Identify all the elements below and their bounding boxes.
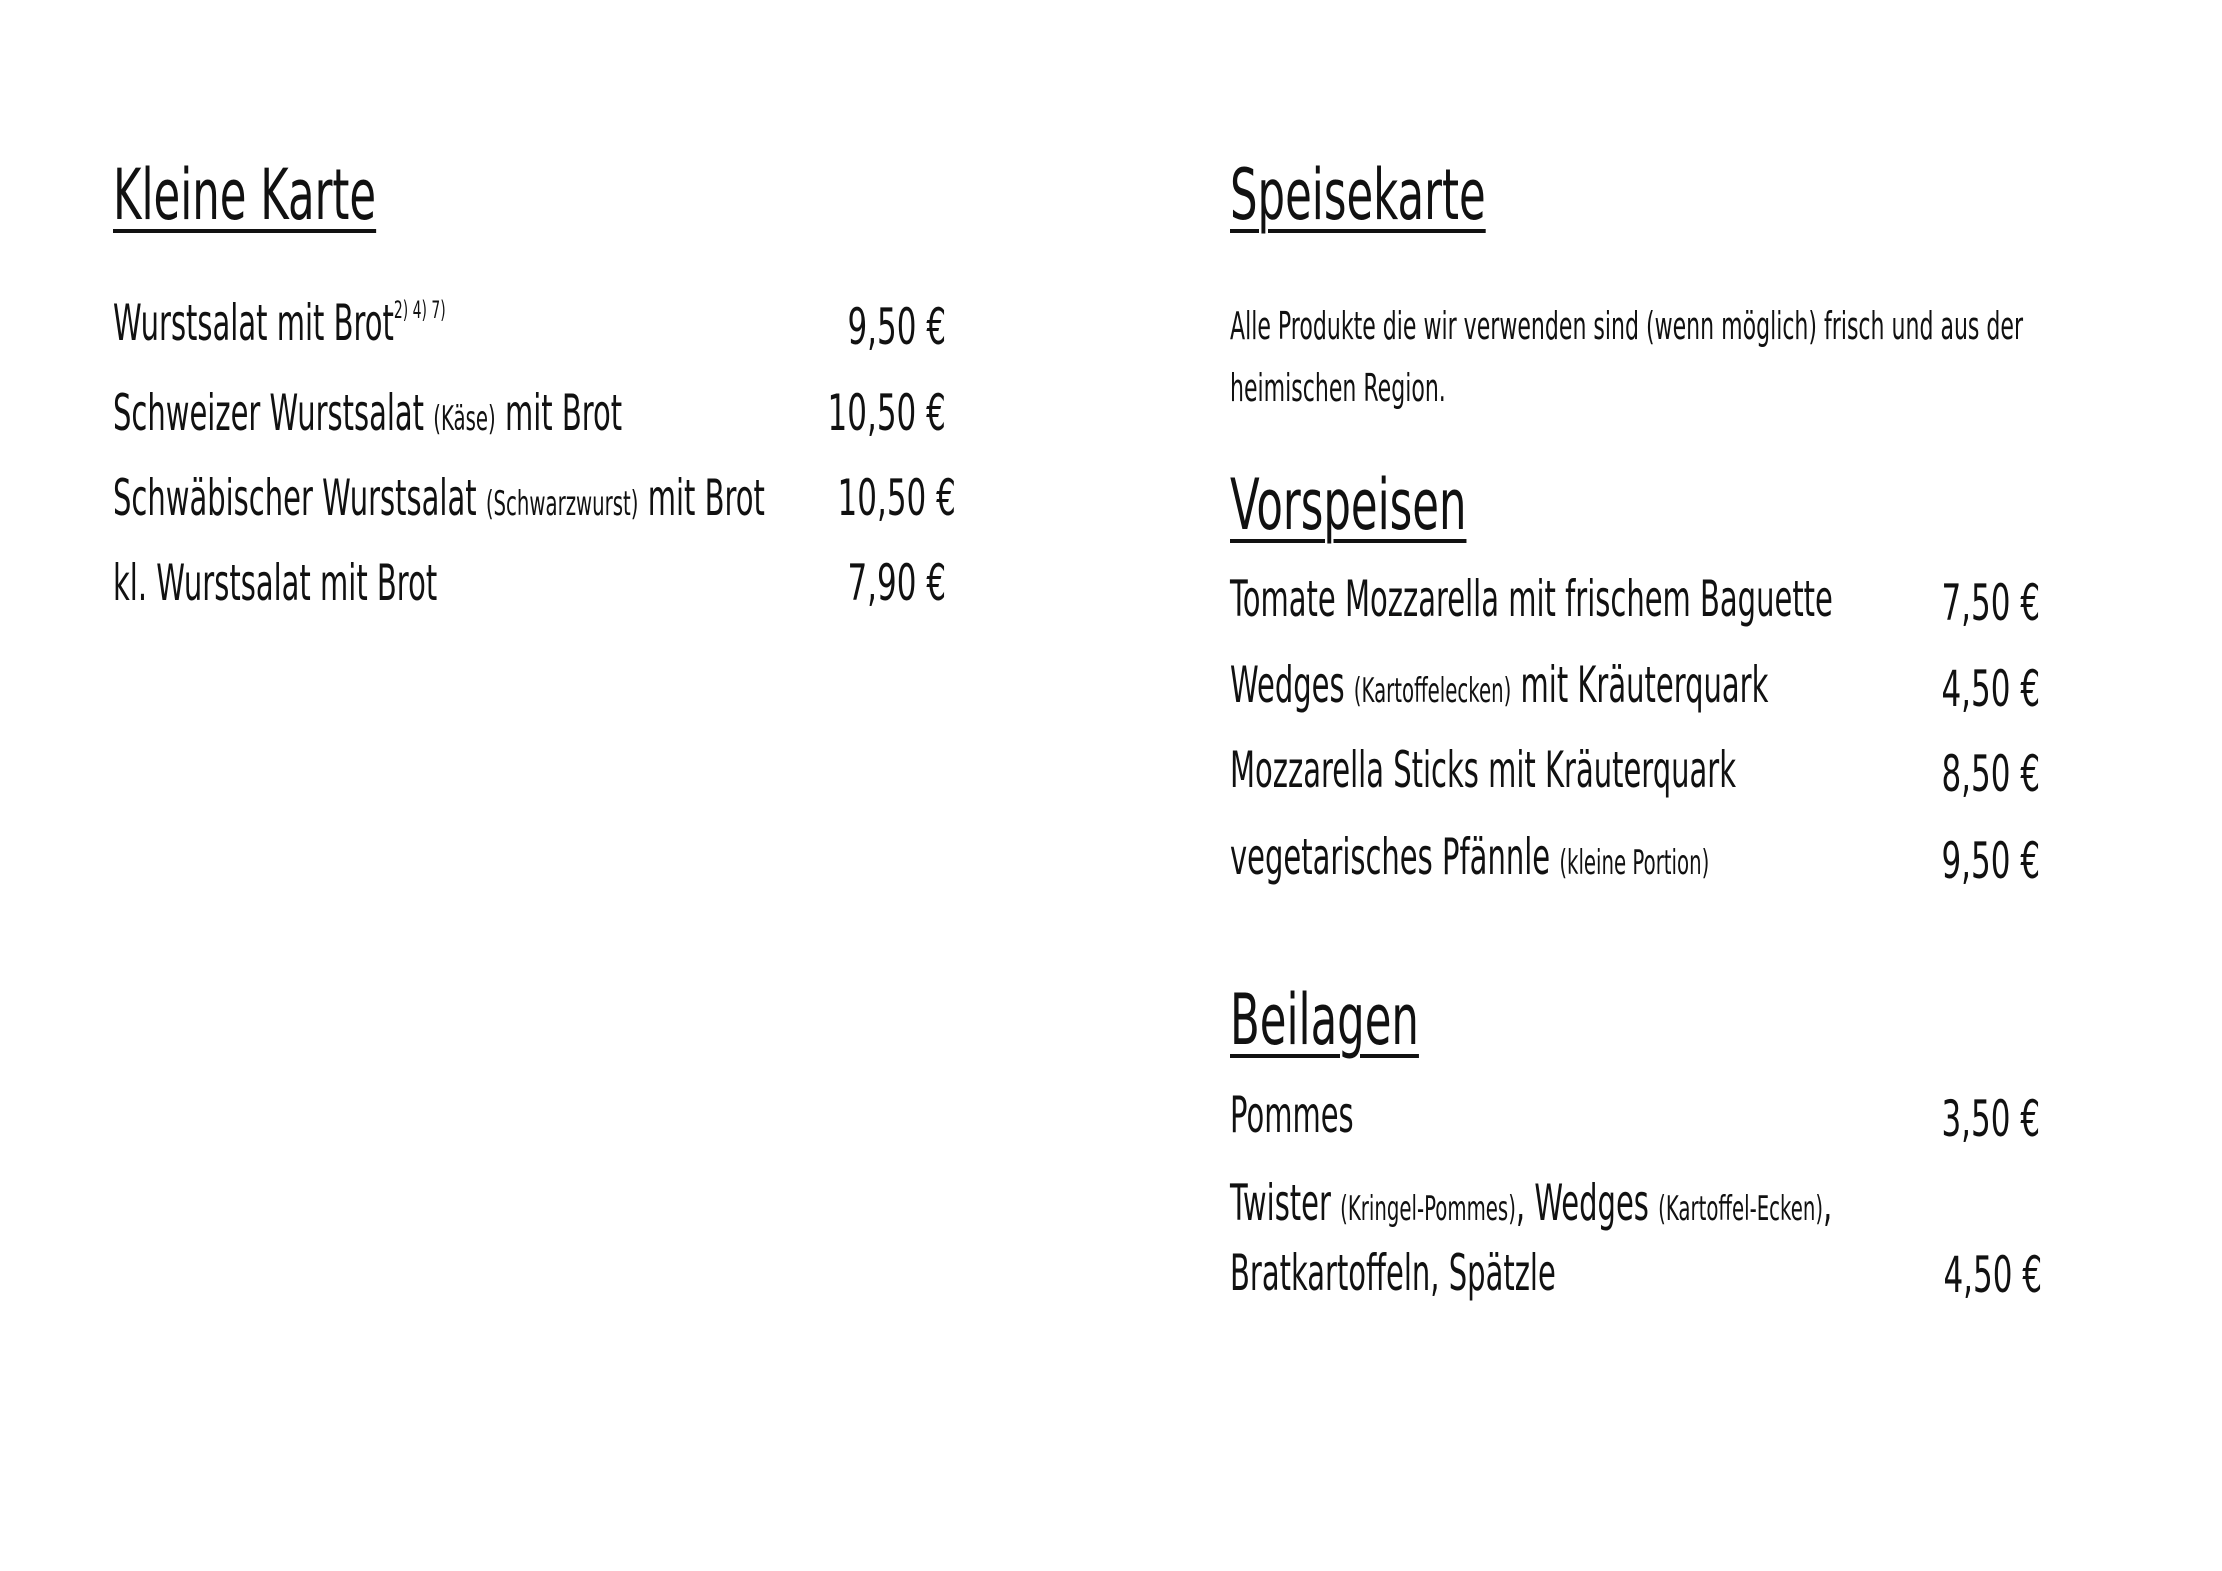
menu-item-schwaebischer-wurstsalat <box>113 469 765 527</box>
item-name-after: mit Brot <box>638 469 765 527</box>
item-name: Wurstsalat mit Brot <box>113 294 394 352</box>
item-name: , <box>1823 1174 1833 1232</box>
item-note: (Kringel-Pommes) <box>1340 1189 1516 1229</box>
item-note: (Kartoffelecken) <box>1353 671 1512 711</box>
item-note: (Schwarzwurst) <box>485 484 639 524</box>
price-mozzarella-sticks: 8,50 € <box>1941 745 2040 803</box>
price-wurstsalat: 9,50 € <box>847 298 946 356</box>
item-name-after: mit Kräuterquark <box>1511 656 1769 714</box>
beilagen-title: Beilagen <box>1230 979 1419 1061</box>
item-note: (Kartoffel-Ecken) <box>1658 1189 1824 1229</box>
price-schweizer-wurstsalat: 10,50 € <box>827 384 946 442</box>
allergen-note: 2) 4) 7) <box>393 296 446 324</box>
menu-item-pommes <box>1230 1086 1354 1144</box>
price-vegetarisches-pfaennle: 9,50 € <box>1941 832 2040 890</box>
menu-item-beilagen-combo-line2 <box>1230 1244 1556 1302</box>
vorspeisen-title: Vorspeisen <box>1230 464 1467 546</box>
item-name: Bratkartoffeln, Spätzle <box>1230 1244 1556 1302</box>
menu-item-wurstsalat <box>113 294 446 352</box>
item-note: (Käse) <box>433 399 496 439</box>
speisekarte-title: Speisekarte <box>1230 154 1486 236</box>
item-note: (kleine Portion) <box>1559 843 1710 883</box>
price-schwaebischer-wurstsalat: 10,50 € <box>837 469 956 527</box>
menu-item-schweizer-wurstsalat <box>113 384 623 442</box>
price-wedges: 4,50 € <box>1941 660 2040 718</box>
kleine-karte-title: Kleine Karte <box>113 154 377 236</box>
menu-item-kl-wurstsalat <box>113 554 438 612</box>
item-name: vegetarisches Pfännle <box>1230 828 1560 886</box>
item-name: Tomate Mozzarella mit frischem Baguette <box>1230 570 1833 628</box>
item-name: , Wedges <box>1515 1174 1659 1232</box>
price-beilagen-combo: 4,50 € <box>1943 1246 2042 1304</box>
item-name: kl. Wurstsalat mit Brot <box>113 554 438 612</box>
item-name: Schweizer Wurstsalat <box>113 384 434 442</box>
item-name-after: mit Brot <box>495 384 623 442</box>
menu-item-mozzarella-sticks <box>1230 741 1737 799</box>
item-name: Mozzarella Sticks mit Kräuterquark <box>1230 741 1737 799</box>
menu-item-beilagen-combo-line1 <box>1230 1174 1833 1232</box>
price-kl-wurstsalat: 7,90 € <box>847 554 946 612</box>
menu-item-vegetarisches-pfaennle <box>1230 828 1710 886</box>
price-tomate-mozzarella: 7,50 € <box>1941 574 2040 632</box>
menu-item-wedges <box>1230 656 1769 714</box>
menu-item-tomate-mozzarella <box>1230 570 1833 628</box>
item-name: Twister <box>1230 1174 1341 1232</box>
item-name: Pommes <box>1230 1086 1354 1144</box>
intro-text: Alle Produkte die wir verwenden sind (wenn möglich) frisch und aus der heimischen Region. <box>1230 304 2024 410</box>
item-name: Schwäbischer Wurstsalat <box>113 469 486 527</box>
item-name: Wedges <box>1230 656 1354 714</box>
price-pommes: 3,50 € <box>1941 1090 2040 1148</box>
